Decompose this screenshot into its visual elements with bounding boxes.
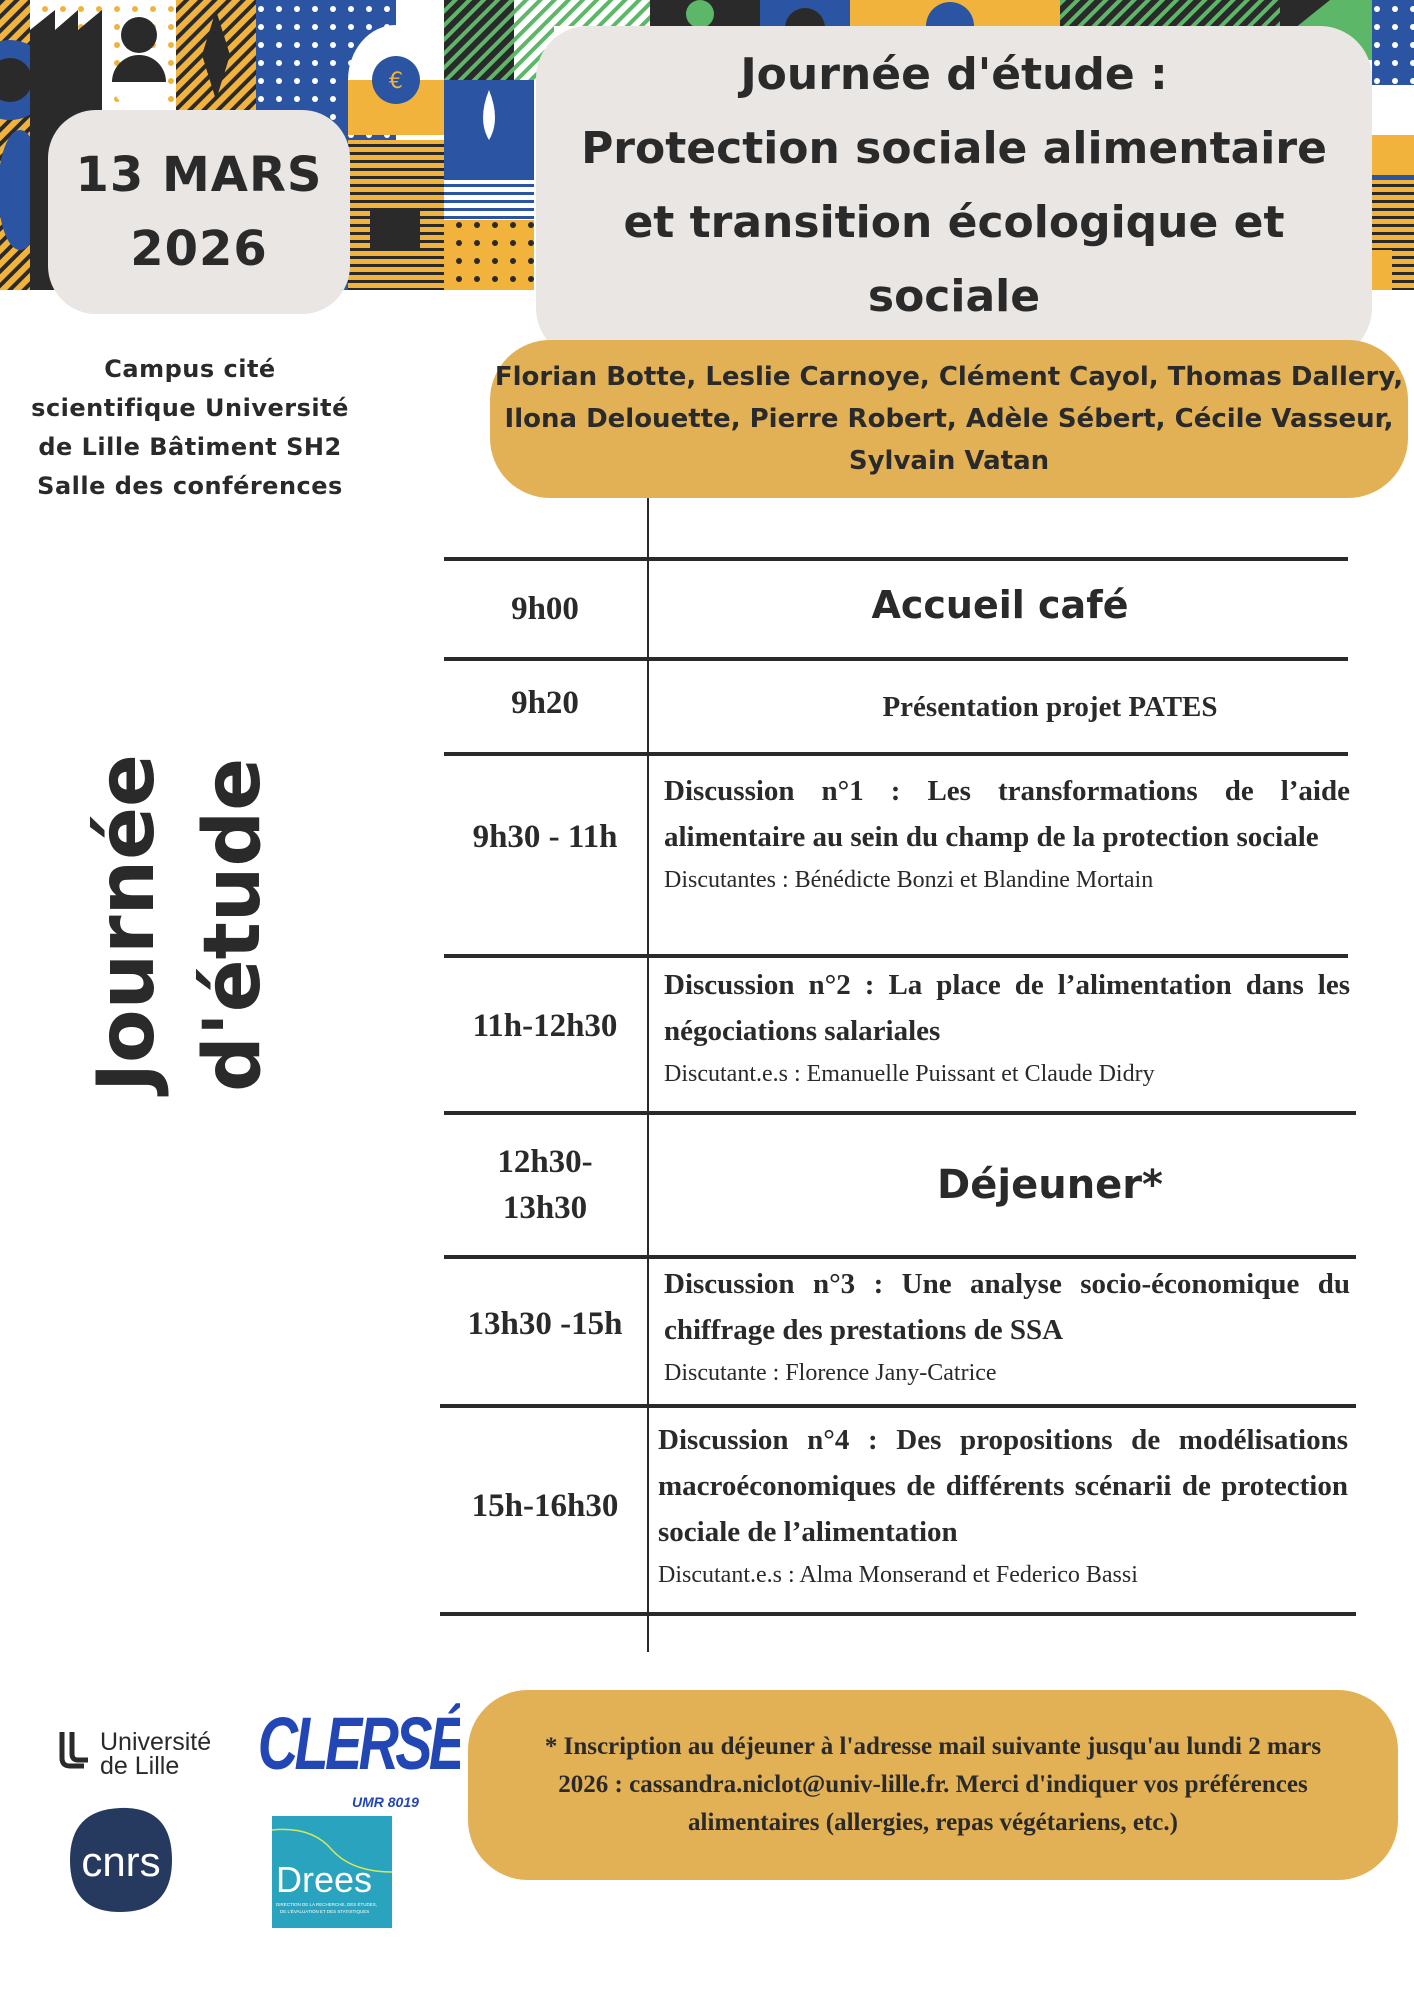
organizers-box (490, 340, 1408, 498)
program-time (444, 958, 646, 1094)
clerse-logo (258, 1701, 460, 1810)
program-column-divider (647, 498, 649, 1652)
partner-logos-svg (40, 1680, 460, 1940)
session-title: Discussion n°2 : La place de l’alimentation dans les négociations salariales (664, 969, 1350, 1047)
lunch-registration-note (468, 1690, 1398, 1880)
organizers-line: Florian Botte, Leslie Carnoye, Clément Cayol, Thomas Dallery, (494, 362, 1404, 392)
time-label: 15h-16h30 (471, 1488, 619, 1524)
event-title-line: Protection sociale alimentaire (581, 123, 1327, 174)
program-time (444, 1408, 646, 1604)
cnrs-logo-text: cnrs (81, 1838, 161, 1885)
time-label: 9h00 (511, 591, 579, 627)
note-line: alimentaires (allergies, repas végétariens, etc.) (688, 1809, 1178, 1836)
program-time (444, 561, 646, 657)
time-label: 9h20 (511, 685, 579, 721)
venue-line: de Lille Bâtiment SH2 (38, 433, 342, 461)
event-date-box (48, 110, 350, 314)
clerse-logo-text: CLERSÉ (257, 1700, 460, 1785)
session-title: Discussion n°4 : Des propositions de modélisations macroéconomiques de différents scénarii de protection sociale de l’alimentation (658, 1424, 1348, 1548)
cnrs-logo (70, 1808, 172, 1912)
lille-logo-text: Université (100, 1728, 212, 1756)
event-title-line: sociale (867, 271, 1041, 322)
partner-logos (40, 1680, 460, 1940)
drees-logo (272, 1816, 392, 1928)
lille-logo-text: de Lille (100, 1752, 180, 1780)
vertical-title (60, 754, 290, 1110)
drees-logo-subtext: DE L'ÉVALUATION ET DES STATISTIQUES (280, 1909, 370, 1914)
clerse-logo-subtext: UMR 8019 (352, 1794, 419, 1810)
program-time (444, 1259, 646, 1389)
session-discussants: Discutant.e.s : Alma Monserand et Federico Bassi (658, 1562, 1138, 1588)
organizers-line: Ilona Delouette, Pierre Robert, Adèle Sébert, Cécile Vasseur, (504, 404, 1394, 434)
vertical-title-line: Journée (82, 754, 172, 1092)
event-title-line: Journée d'étude : (740, 49, 1168, 100)
time-label: 11h-12h30 (472, 1008, 618, 1044)
session-block (664, 1261, 1350, 1391)
venue-line: Campus cité (104, 355, 276, 383)
program-time (444, 661, 646, 745)
note-line: 2026 : cassandra.niclot@univ-lille.fr. Merci d'indiquer vos préférences (558, 1771, 1308, 1798)
row-divider (440, 1612, 1356, 1616)
venue-line: scientifique Université (31, 394, 349, 422)
vertical-title-line: d'étude (188, 757, 278, 1092)
organizers-line: Sylvain Vatan (848, 446, 1050, 476)
program-time (444, 756, 646, 918)
session-discussants: Discutant.e.s : Emanuelle Puissant et Claude Didry (664, 1061, 1155, 1087)
program-title-highlight: Déjeuner* (937, 1162, 1163, 1208)
session-block (664, 962, 1350, 1092)
event-title-line: et transition écologique et (623, 197, 1285, 248)
session-title: Discussion n°3 : Une analyse socio-économique du chiffrage des prestations de SSA (664, 1268, 1350, 1346)
event-date-year: 2026 (130, 221, 268, 277)
drees-logo-subtext: DIRECTION DE LA RECHERCHE, DES ÉTUDES, (276, 1902, 378, 1907)
time-label: 13h30 -15h (467, 1306, 623, 1342)
session-discussants: Discutante : Florence Jany-Catrice (664, 1360, 997, 1386)
time-label: 9h30 - 11h (472, 819, 618, 855)
venue-line: Salle des conférences (37, 472, 343, 500)
time-label: 13h30 (502, 1190, 588, 1226)
event-title-box (536, 26, 1372, 360)
note-line: * Inscription au déjeuner à l'adresse mail suivante jusqu'au lundi 2 mars (544, 1733, 1322, 1760)
program-title: Présentation projet PATES (882, 690, 1218, 723)
time-label: 12h30- (497, 1144, 593, 1180)
session-block (664, 768, 1350, 898)
program-title-highlight: Accueil café (871, 583, 1129, 627)
event-date-day-month: 13 MARS (75, 147, 323, 203)
session-block (658, 1417, 1348, 1593)
svg-text:€: € (389, 69, 403, 94)
drees-logo-text: Drees (276, 1859, 373, 1900)
venue-block (20, 350, 360, 506)
session-discussants: Discutantes : Bénédicte Bonzi et Blandine Mortain (664, 867, 1154, 893)
universite-de-lille-logo (62, 1728, 211, 1780)
session-title: Discussion n°1 : Les transformations de l’aide alimentaire au sein du champ de la protection sociale (664, 775, 1350, 853)
program-time (444, 1115, 646, 1255)
